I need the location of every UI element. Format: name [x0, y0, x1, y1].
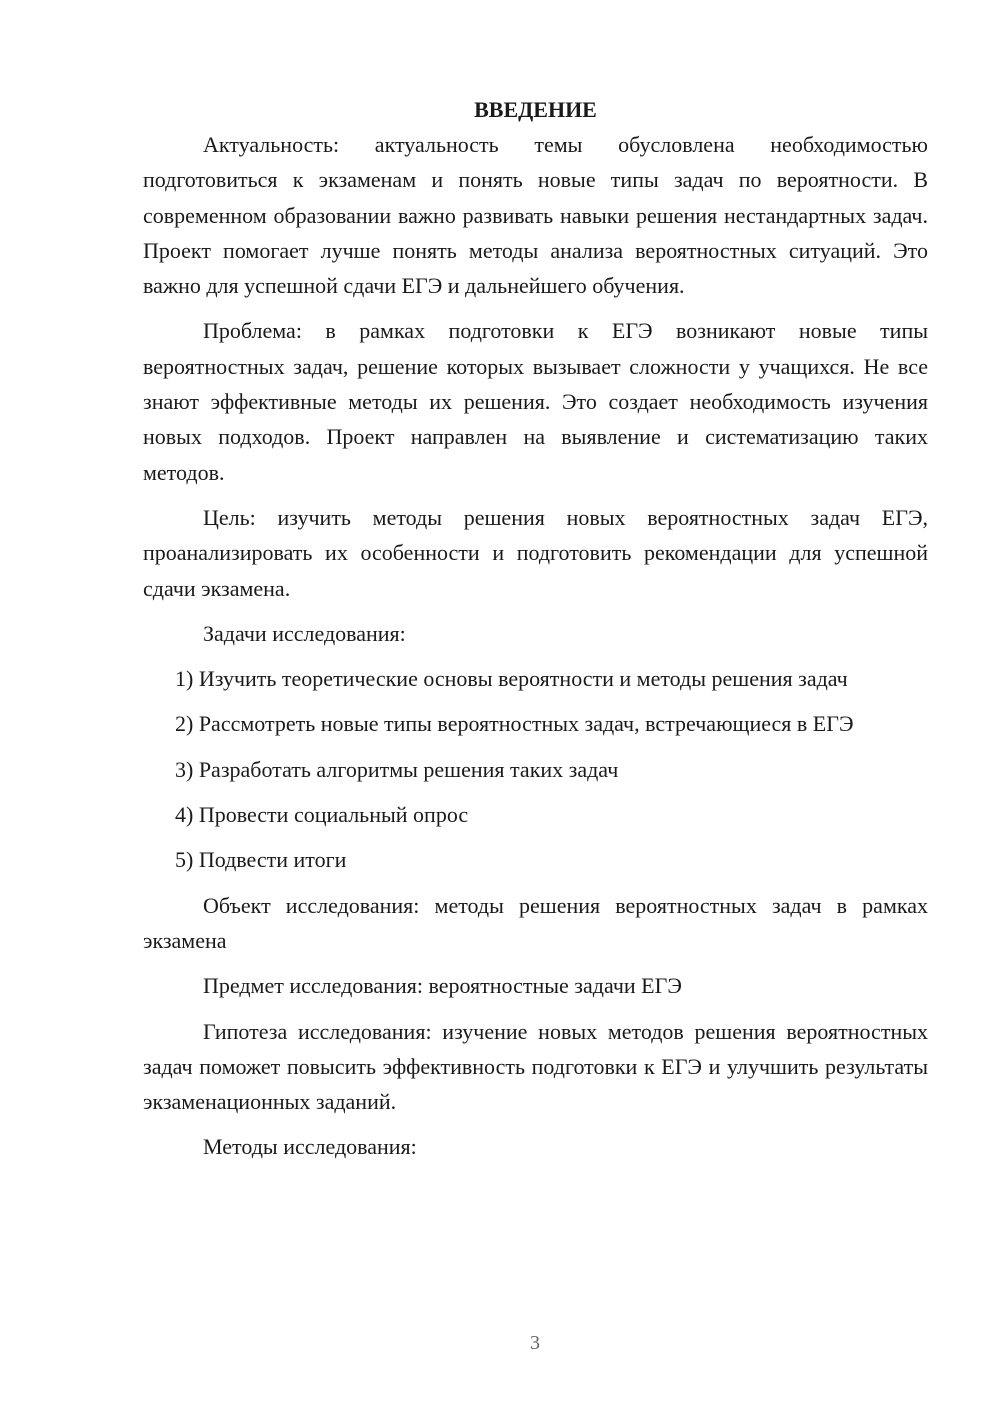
paragraph-relevance: Актуальность: актуальность темы обусловлена необходимостью подготовиться к экзаменам и понять новые типы задач по вероятности. В современном образовании важно развивать навыки решения нестандартных задач. Проект помогает лучше понять методы анализа вероятностных ситуаций. Это важно для успешной сдачи ЕГЭ и дальнейшего обучения. — [143, 132, 928, 299]
page-number: 3 — [530, 1332, 540, 1354]
task-item: 2) Рассмотреть новые типы вероятностных задач, встречающиеся в ЕГЭ — [175, 711, 854, 737]
task-item: 1) Изучить теоретические основы вероятности и методы решения задач — [175, 666, 848, 692]
document-page — [143, 92, 928, 1175]
task-item: 4) Провести социальный опрос — [175, 802, 469, 828]
paragraph-hypothesis: Гипотеза исследования: изучение новых методов решения вероятностных задач поможет повысить эффективность подготовки к ЕГЭ и улучшить результаты экзаменационных заданий. — [143, 1018, 928, 1115]
paragraph-problem: Проблема: в рамках подготовки к ЕГЭ возникают новые типы вероятностных задач, решение которых вызывает сложности у учащихся. Не все знают эффективные методы их решения. Это создает необходимость изучения новых подходов. Проект направлен на выявление и систематизацию таких методов. — [143, 318, 928, 485]
task-item: 3) Разработать алгоритмы решения таких задач — [175, 756, 619, 782]
paragraph-tasks-heading: Задачи исследования: — [203, 620, 406, 646]
paragraph-subject: Предмет исследования: вероятностные задачи ЕГЭ — [203, 973, 682, 999]
paragraph-object: Объект исследования: методы решения вероятностных задач в рамках экзамена — [143, 892, 928, 953]
paragraph-methods: Методы исследования: — [203, 1134, 417, 1160]
paragraph-goal: Цель: изучить методы решения новых вероятностных задач ЕГЭ, проанализировать их особенности и подготовить рекомендации для успешной сдачи экзамена. — [143, 504, 928, 601]
task-item: 5) Подвести итоги — [175, 847, 347, 873]
page-title: ВВЕДЕНИЕ — [474, 97, 597, 122]
